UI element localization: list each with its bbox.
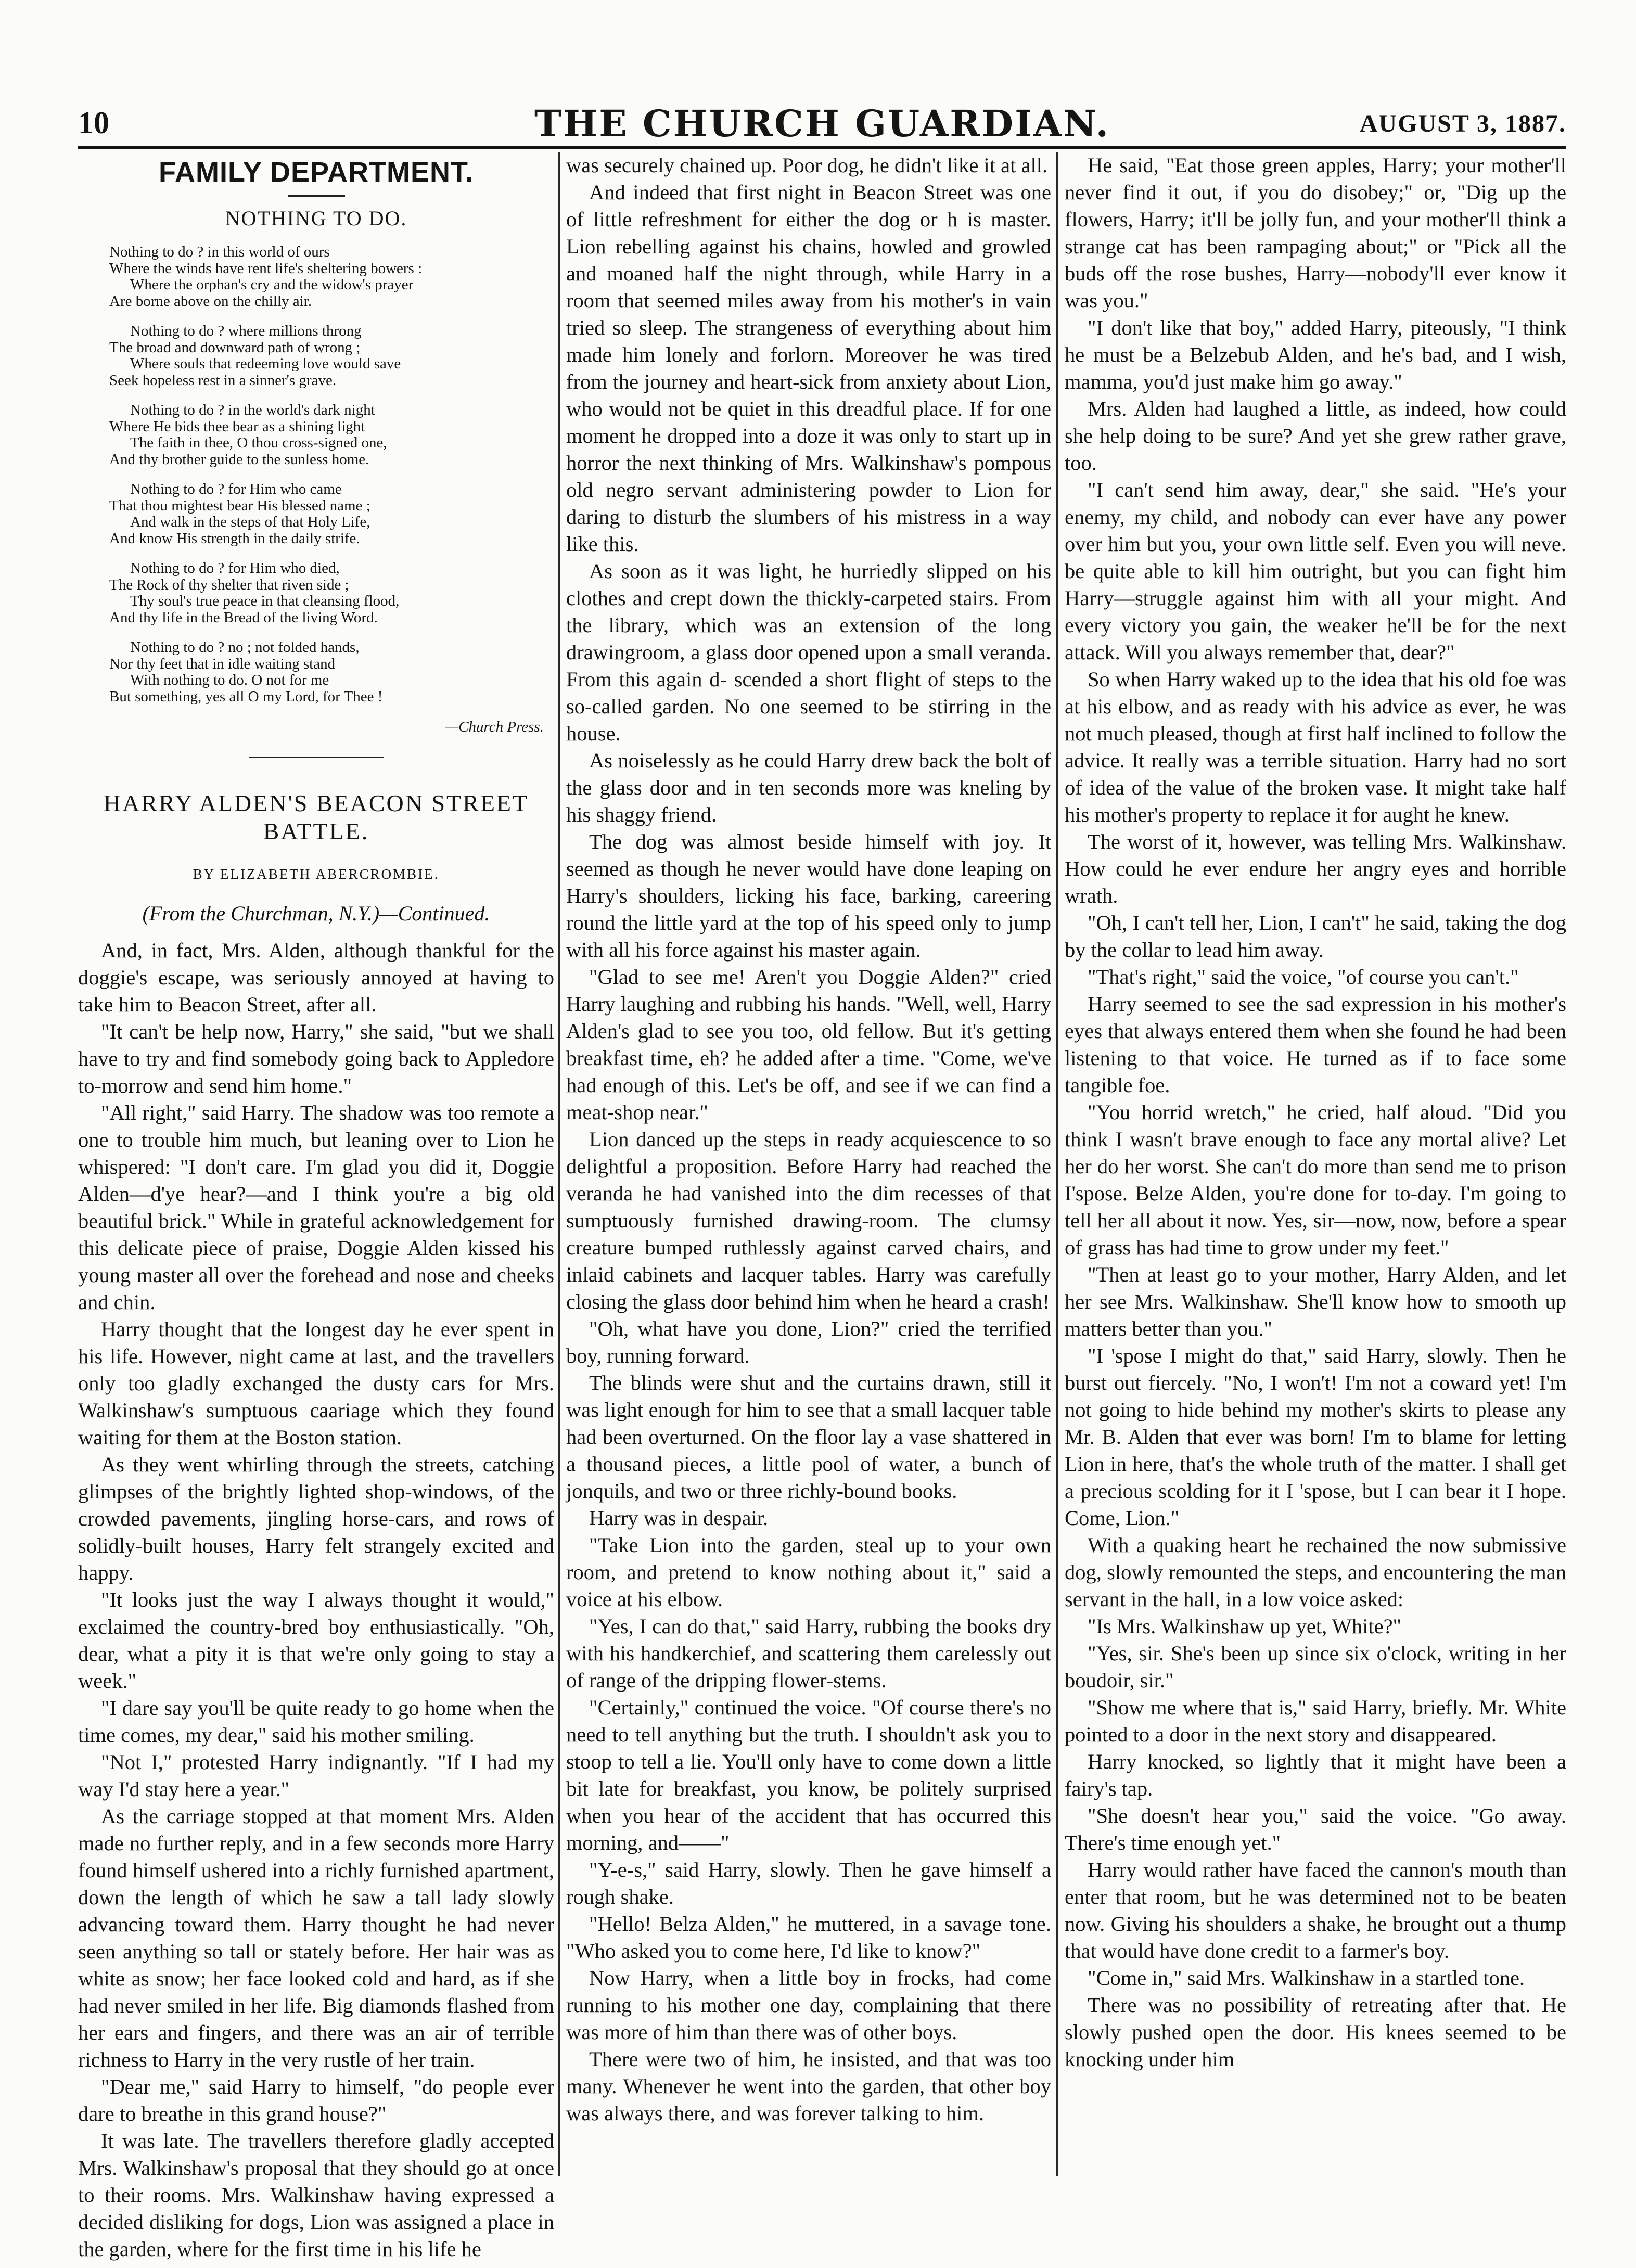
paragraph: "That's right," said the voice, "of course you can't." [1088,965,1519,989]
story-title-line: BATTLE. [263,818,369,844]
paragraph: "You horrid wretch," he cried, half aloud. "Did you think I wasn't brave enough to face any mortal alive? Let her do her worst. She can't do more than send me to prison I'spose. Belze Alden, you're done for to-day. I'm going to tell her all about it now. Yes, sir—now, now, before a spear of grass has had time to grow under my feet." [1065,1100,1566,1259]
column-divider [558,152,560,2176]
paragraph: "I 'spose I might do that," said Harry, slowly. Then he burst out fiercely. "No, I won't! I'm not a coward yet! I'm not going to hide behind my mother's skirts to please any Mr. B. Alden that ever was born! I'm to blame for letting Lion in here, that's the whole truth of the matter. I shall get a precious scolding for it I 'spose, but I can bear it I hope. Come, Lion." [1065,1344,1566,1530]
paragraph: "Hello! Belza Alden," he muttered, in a savage tone. "Who asked you to come here, I'd like to know?" [566,1912,1051,1963]
paragraph: As soon as it was light, he hurriedly slipped on his clothes and crept down the thickly-carpeted stairs. From the library, which was an extension of the long drawingroom, a glass door opened upon a small veranda. From this again d- scended a short flight of steps to the so-called garden. No one seemed to be stirring in the house. [566,559,1051,745]
masthead-rule [78,146,1566,149]
paragraph: "Come in," said Mrs. Walkinshaw in a startled tone. [1088,1966,1525,1990]
poem-stanza [109,244,554,310]
column-divider [1056,152,1058,2176]
paragraph: There were two of him, he insisted, and that was too many. Whenever he went into the garden, that other boy was always there, and was forever talking to him. [566,2047,1051,2125]
poem-title: NOTHING TO DO. [225,207,407,230]
section-rule [249,757,384,758]
poem-stanza [109,639,554,705]
story-title [78,789,554,845]
paragraph: "I can't send him away, dear," she said. "He's your enemy, my child, and nobody can ever have any power over him but you, your own little self. Even you will neve. be quite able to kill him outright, but you can fight him Harry—struggle against him with all your might. And every victory you gain, the weaker he'll be for the next attack. Will you always remember that, dear?" [1065,478,1566,664]
poem-line: Nothing to do ? no ; not folded hands, [130,639,360,656]
department-heading: FAMILY DEPARTMENT. [158,157,474,188]
paragraph: "Glad to see me! Aren't you Doggie Alden?" cried Harry laughing and rubbing his hands. "Well, well, Harry Alden's glad to see you too, old fellow. But it's getting breakfast time, eh? he added after a time. "Come, we've had enough of this. Let's be off, and see if we can find a meat-shop near." [566,965,1051,1124]
issue-date: AUGUST 3, 1887. [1359,110,1566,137]
paragraph: So when Harry waked up to the idea that his old foe was at his elbow, and as ready with his advice as ever, he was not much pleased, though at first half inclined to follow the advice. It really was a terrible situation. Harry had no sort of idea of the value of the broken vase. It might take half his mother's property to replace it for aught he knew. [1065,668,1566,826]
poem-line: Are borne above on the chilly air. [109,292,312,310]
paragraph: Mrs. Alden had laughed a little, as indeed, how could she help doing to be sure? And yet she grew rather grave, too. [1065,397,1566,475]
poem-line: But something, yes all O my Lord, for Thee ! [109,688,383,705]
paragraph: Harry thought that the longest day he ever spent in his life. However, night came at last, and the travellers only too gladly exchanged the dusty cars for Mrs. Walkinshaw's sumptuous caariage which they found waiting for them at the Boston station. [78,1317,554,1449]
paragraph: With a quaking heart he rechained the now submissive dog, slowly remounted the steps, and encountering the man servant in the hall, in a low voice asked: [1065,1533,1566,1611]
paragraph: "Yes, I can do that," said Harry, rubbing the books dry with his handkerchief, and scattering them carelessly out of range of the dripping flower-stems. [566,1614,1051,1692]
column-2 [566,152,1051,2176]
paragraph: "Oh, what have you done, Lion?" cried the terrified boy, running forward. [566,1317,1051,1367]
paragraph: "She doesn't hear you," said the voice. "Go away. There's time enough yet." [1065,1804,1566,1854]
paragraph: "Is Mrs. Walkinshaw up yet, White?" [1088,1614,1402,1638]
poem-line: The Rock of thy shelter that riven side ; [109,576,349,593]
paragraph: The blinds were shut and the curtains drawn, still it was light enough for him to see that a small lacquer table had been overturned. On the floor lay a vase shattered in a thousand pieces, a little pool of water, a bunch of jonquils, and two or three richly-bound books. [566,1371,1051,1503]
poem-line: That thou mightest bear His blessed name ; [109,497,370,514]
paragraph: "Dear me," said Harry to himself, "do people ever dare to breathe in this grand house?" [78,2075,554,2125]
heading-rule [288,195,345,197]
paragraph: Harry knocked, so lightly that it might have been a fairy's tap. [1065,1750,1566,1800]
poem-line: Thy soul's true peace in that cleansing flood, [130,593,400,609]
page-number: 10 [78,106,109,140]
paragraph: Harry seemed to see the sad expression in his mother's eyes that always entered them when she found he had been listening to that voice. He turned as if to face some tangible foe. [1065,992,1566,1097]
poem-line: Nothing to do ? for Him who came [130,481,342,497]
paragraph: "Certainly," continued the voice. "Of course there's no need to tell anything but the truth. I shouldn't ask you to stoop to tell a lie. You'll only have to come down a little bit late for breakfast, you know, be politely surprised when you hear of the accident that has occurred this morning, and——" [566,1696,1051,1854]
poem-line: Seek hopeless rest in a sinner's grave. [109,371,337,389]
paragraph: As they went whirling through the streets, catching glimpses of the brightly lighted shop-windows, of the crowded pavements, jingling horse-cars, and rows of solidly-built houses, Harry felt strangely excited and happy. [78,1453,554,1584]
poem-line: The broad and downward path of wrong ; [109,339,361,356]
paragraph: Lion danced up the steps in ready acquiescence to so delightful a proposition. Before Harry had reached the veranda he had vanished into the dim recesses of that sumptuously furnished drawing-room. The clumsy creature bumped ruthlessly against carved chairs, and inlaid cabinets and lacquer tables. Harry was carefully closing the glass door behind him when he heard a crash! [566,1127,1051,1313]
poem-line: Where souls that redeeming love would save [130,355,401,372]
paragraph: "I don't like that boy," added Harry, piteously, "I think he must be a Belzebub Alden, and he's bad, and I wish, mamma, you'd just make him go away." [1065,316,1566,393]
story-source: (From the Churchman, N.Y.)—Continued. [142,902,490,925]
poem-stanza [109,560,554,626]
poem-line: Where He bids thee bear as a shining light [109,418,365,435]
poem-line: Nothing to do ? for Him who died, [130,560,340,576]
paragraph: "Y-e-s," said Harry, slowly. Then he gave himself a rough shake. [566,1858,1051,1908]
column-3 [1065,152,1566,2176]
paragraph: Harry was in despair. [589,1506,769,1530]
poem-line: Nor thy feet that in idle waiting stand [109,655,336,672]
paragraph: was securely chained up. Poor dog, he didn't like it at all. [566,153,1048,177]
masthead [78,102,1566,144]
paragraph: "It can't be help now, Harry," she said, "but we shall have to try and find somebody going back to Appledore to-morrow and send him home." [78,1020,554,1097]
poem-line: Nothing to do ? in this world of ours [109,244,330,260]
paragraph: It was late. The travellers therefore gladly accepted Mrs. Walkinshaw's proposal that they should go at once to their rooms. Mrs. Walkinshaw having expressed a decided disliking for dogs, Lion was assigned a place in the garden, where for the first time in his life he [78,2129,554,2261]
paragraph: "It looks just the way I always thought it would," exclaimed the country-bred boy enthusiastically. "Oh, dear, what a pity it is that we're only going to stay a week." [78,1588,554,1693]
poem-line: And thy brother guide to the sunless home. [109,451,369,468]
paragraph: And indeed that first night in Beacon Street was one of little refreshment for either the dog or h is master. Lion rebelling against his chains, howled and growled and moaned half the night through, while Harry in a room that seemed miles away from his mother's in vain tried so sleep. The strangeness of everything about him made him lonely and forlorn. Moreover he was tired from the journey and heart-sick from anxiety about Lion, who would not be quiet in this dreadful place. If for one moment he dropped into a doze it was only to start up in horror the next thinking of Mrs. Walkinshaw's pompous old negro servant administering powder to Lion for daring to disturb the slumbers of his mistress in a way like this. [566,181,1051,556]
paragraph: "Not I," protested Harry indignantly. "If I had my way I'd stay here a year." [78,1750,554,1801]
newspaper-title: THE CHURCH GUARDIAN. [534,102,1110,145]
paragraph: "Yes, sir. She's been up since six o'clock, writing in her boudoir, sir." [1065,1642,1566,1692]
poem-body [109,244,554,705]
poem-line: And thy life in the Bread of the living Word. [109,609,378,626]
paragraph: The dog was almost beside himself with joy. It seemed as though he never would have done leaping on Harry's shoulders, licking his face, barking, careering round the little yard at the top of his speed only to jump with all his force against his master again. [566,830,1051,962]
poem-line: Where the winds have rent life's sheltering bowers : [109,260,423,277]
paragraph: As noiselessly as he could Harry drew back the bolt of the glass door and in ten seconds more was kneling by his shaggy friend. [566,749,1051,826]
paragraph: As the carriage stopped at that moment Mrs. Alden made no further reply, and in a few seconds more Harry found himself ushered into a richly furnished apartment, down the length of which he saw a tall lady slowly advancing toward them. Harry thought he had never seen anything so tall or stately before. Her hair was as white as snow; her face looked cold and hard, as if she had never smiled in her life. Big diamonds flashed from her ears and fingers, and there was an air of terrible richness to Harry in the very rustle of her train. [78,1804,554,2071]
story-byline: BY ELIZABETH ABERCROMBIE. [193,866,440,882]
paragraph: "I dare say you'll be quite ready to go home when the time comes, my dear," said his mother smiling. [78,1696,554,1747]
paragraph: There was no possibility of retreating after that. He slowly pushed open the door. His knees seemed to be knocking under him [1065,1993,1566,2071]
column-1 [78,152,554,2261]
poem-line: And walk in the steps of that Holy Life, [130,514,370,530]
story-title-line: HARRY ALDEN'S BEACON STREET [103,790,529,816]
poem-stanza [109,481,554,547]
paragraph: "Take Lion into the garden, steal up to your own room, and pretend to know nothing about it," said a voice at his elbow. [566,1533,1051,1611]
poem-line: Nothing to do ? in the world's dark night [130,402,375,418]
paragraph: "All right," said Harry. The shadow was too remote a one to trouble him much, but leaning over to Lion he whispered: "I don't care. I'm glad you did it, Doggie Alden—d'ye hear?—and I think you're a big old beautiful brick." While in grateful acknowledgement for this delicate piece of praise, Doggie Alden kissed his young master all over the forehead and nose and cheeks and chin. [78,1101,554,1314]
paragraph: Now Harry, when a little boy in frocks, had come running to his mother one day, complaining that there was more of him than there was of other boys. [566,1966,1051,2044]
paragraph: "Then at least go to your mother, Harry Alden, and let her see Mrs. Walkinshaw. She'll know how to smooth up matters better than you." [1065,1263,1566,1340]
poem-stanza [109,323,554,389]
paragraph: And, in fact, Mrs. Alden, although thankful for the doggie's escape, was seriously annoyed at having to take him to Beacon Street, after all. [78,939,554,1016]
paragraph: He said, "Eat those green apples, Harry; your mother'll never find it out, if you do disobey;" or, "Dig up the flowers, Harry; it'll be jolly fun, and your mother'll think a strange cat has been rampaging about;" or "Pick all the buds off the rose bushes, Harry—nobody'll ever know it was you." [1065,153,1566,312]
poem-line: And know His strength in the daily strife. [109,530,360,547]
poem-line: Where the orphan's cry and the widow's prayer [130,276,414,293]
poem-line: With nothing to do. O not for me [130,672,329,688]
paragraph: The worst of it, however, was telling Mrs. Walkinshaw. How could he ever endure her angry eyes and horrible wrath. [1065,830,1566,907]
paragraph: Harry would rather have faced the cannon's mouth than enter that room, but he was determined not to be beaten now. Giving his shoulders a shake, he brought out a thump that would have done credit to a farmer's boy. [1065,1858,1566,1963]
poem-line: The faith in thee, O thou cross-signed one, [130,434,387,451]
paragraph: "Oh, I can't tell her, Lion, I can't" he said, taking the dog by the collar to lead him away. [1065,911,1566,962]
poem-stanza [109,402,554,468]
poem-attribution: —Church Press. [445,719,544,735]
poem-line: Nothing to do ? where millions throng [130,323,362,339]
paragraph: "Show me where that is," said Harry, briefly. Mr. White pointed to a door in the next story and disappeared. [1065,1696,1566,1746]
